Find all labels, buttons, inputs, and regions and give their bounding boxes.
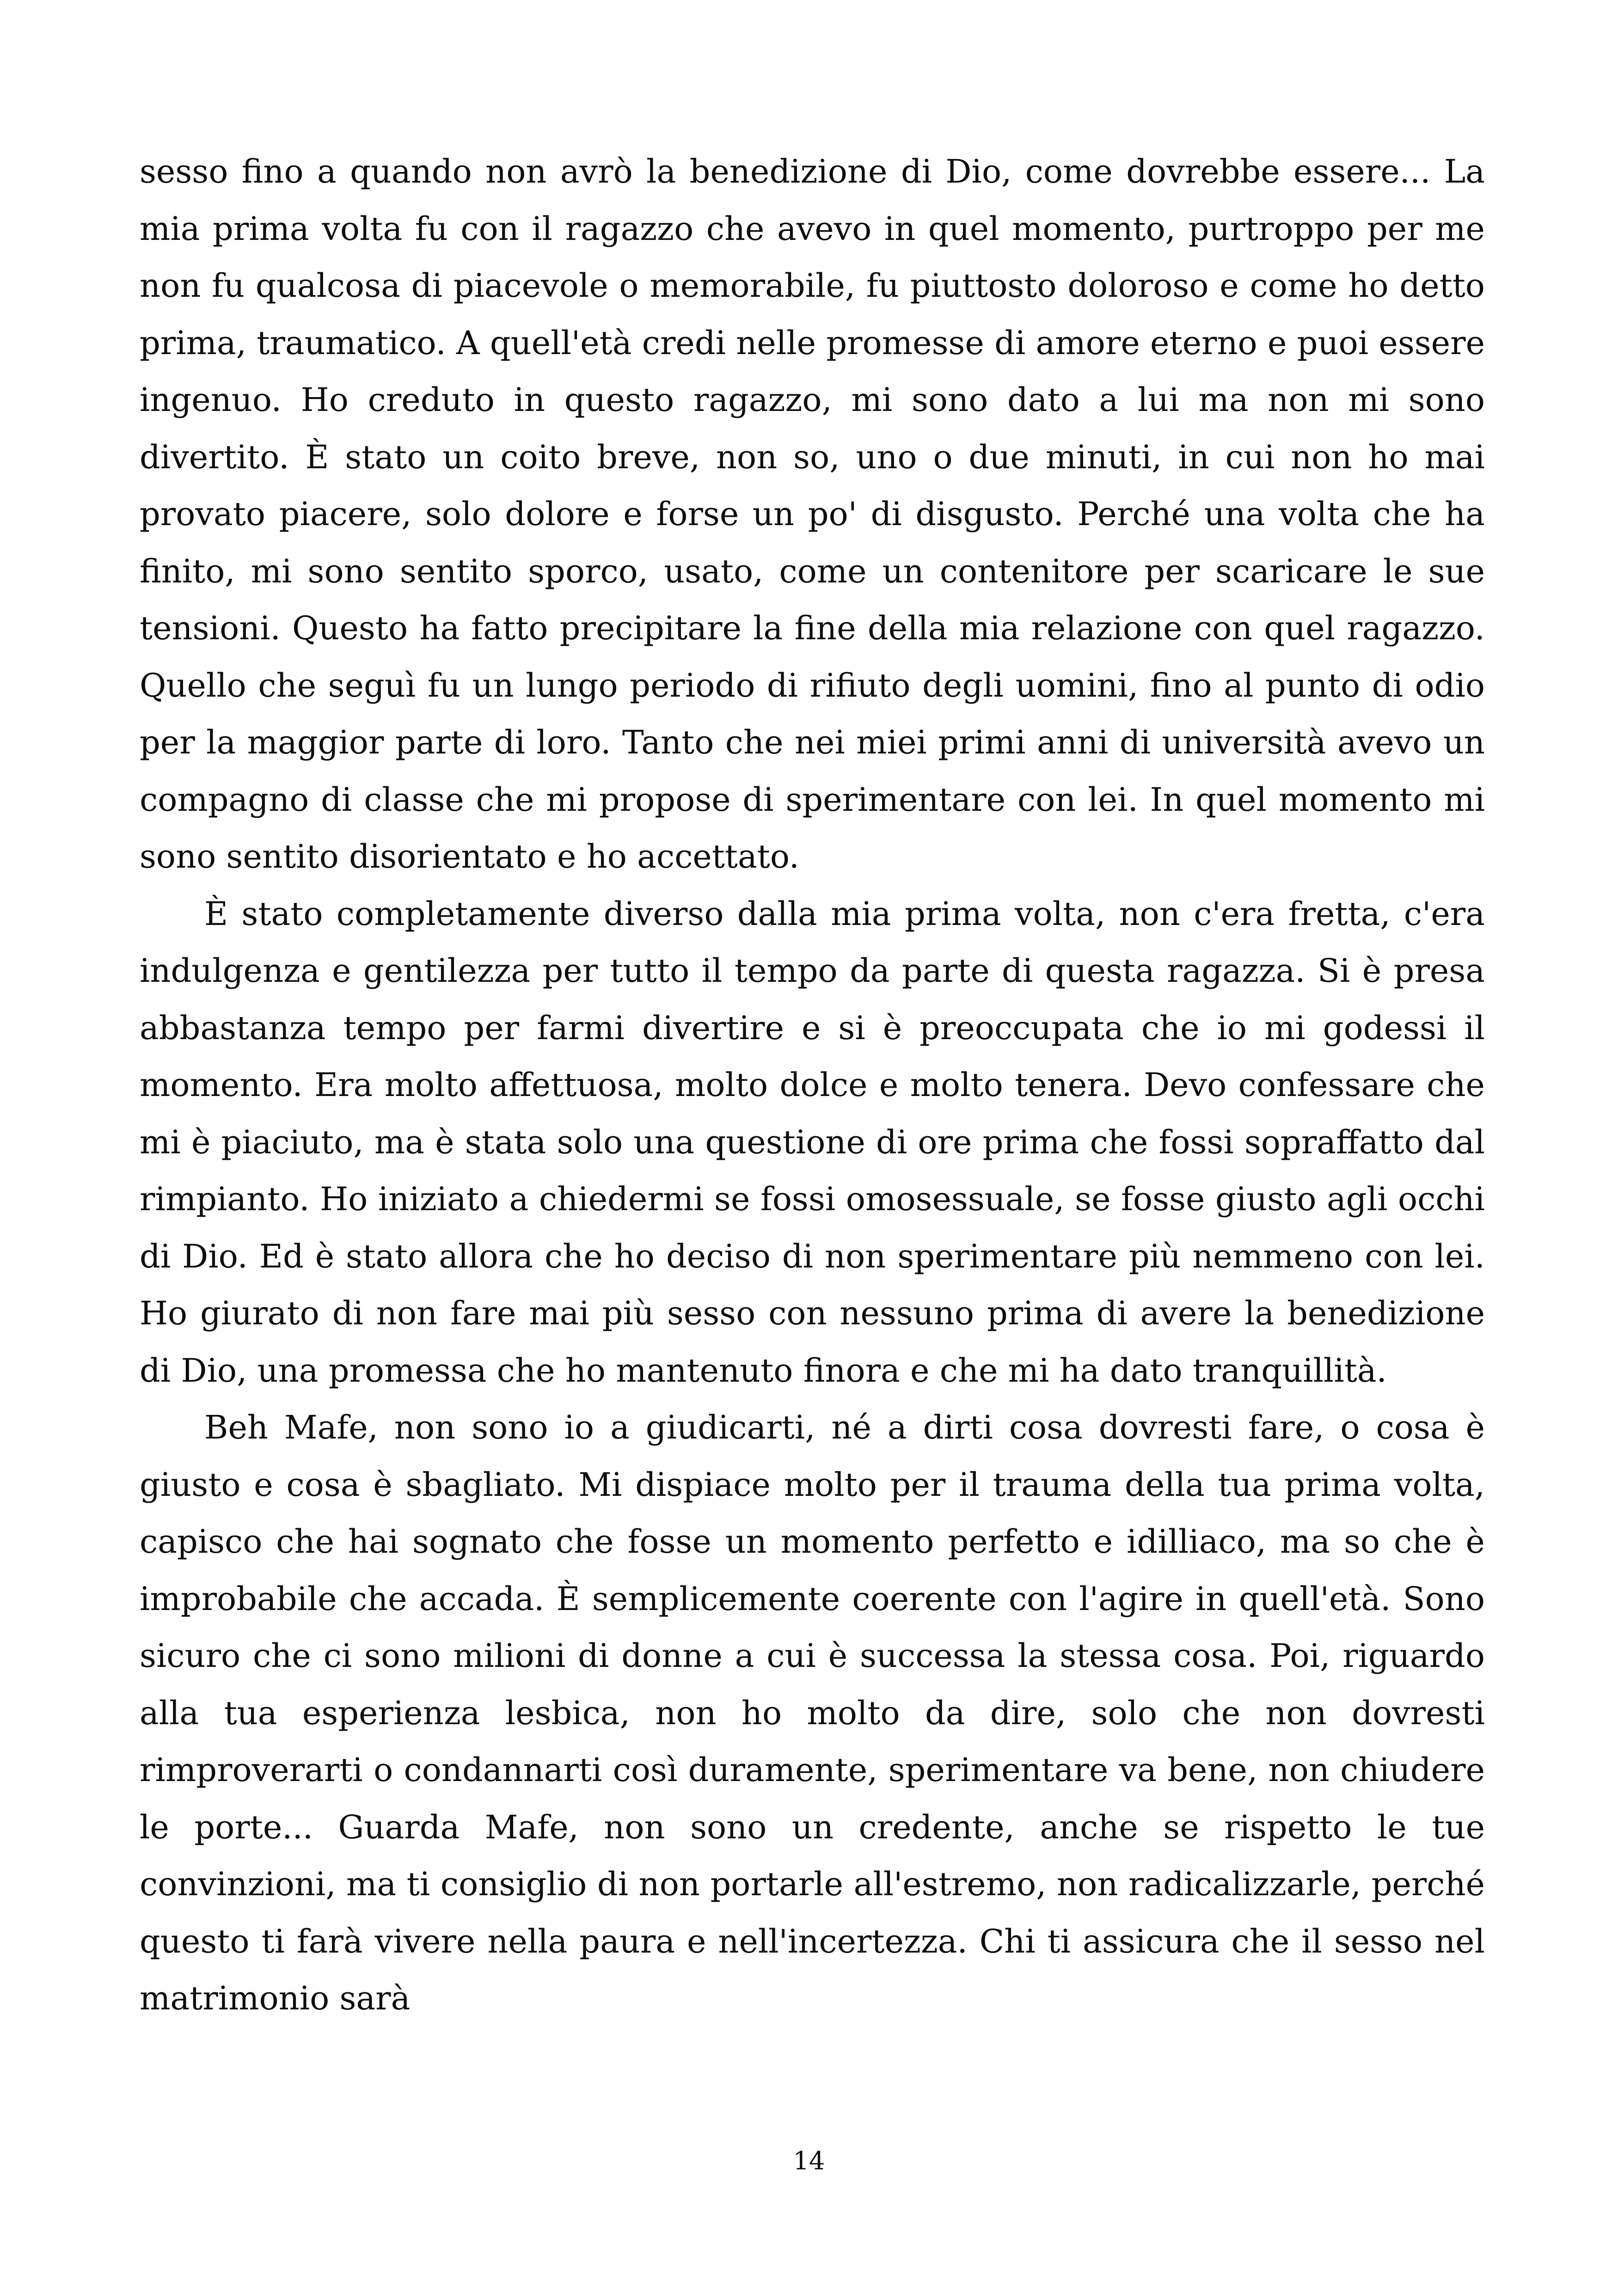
page-number: 14 — [793, 2146, 825, 2175]
paragraph-continued: sesso fino a quando non avrò la benedizione di Dio, come dovrebbe essere... La mia prima volta fu con il ragazzo che avevo in quel momento, purtroppo per me non fu qualcosa di piacevole o memorabile, fu piuttosto doloroso e come ho detto prima, traumatico. A quell'età credi nelle promesse di amore eterno e puoi essere ingenuo. Ho creduto in questo ragazzo, mi sono dato a lui ma non mi sono divertito. È stato un coito breve, non so, uno o due minuti, in cui non ho mai provato piacere, solo dolore e forse un po' di disgusto. Perché una volta che ha finito, mi sono sentito sporco, usato, come un contenitore per scaricare le sue tensioni. Questo ha fatto precipitare la fine della mia relazione con quel ragazzo. Quello che seguì fu un lungo periodo di rifiuto degli uomini, fino al punto di odio per la maggior parte di loro. Tanto che nei miei primi anni di università avevo un compagno di classe che mi propose di sperimentare con lei. In quel momento mi sono sentito disorientato e ho accettato. — [140, 153, 1485, 876]
paragraph: È stato completamente diverso dalla mia prima volta, non c'era fretta, c'era indulgenza e gentilezza per tutto il tempo da parte di questa ragazza. Si è presa abbastanza tempo per farmi divertire e si è preoccupata che io mi godessi il momento. Era molto affettuosa, molto dolce e molto tenera. Devo confessare che mi è piaciuto, ma è stata solo una questione di ore prima che fossi sopraffatto dal rimpianto. Ho iniziato a chiedermi se fossi omosessuale, se fosse giusto agli occhi di Dio. Ed è stato allora che ho deciso di non sperimentare più nemmeno con lei. Ho giurato di non fare mai più sesso con nessuno prima di avere la benedizione di Dio, una promessa che ho mantenuto finora e che mi ha dato tranquillità. — [140, 894, 1485, 1390]
paragraph: Beh Mafe, non sono io a giudicarti, né a dirti cosa dovresti fare, o cosa è giusto e cosa è sbagliato. Mi dispiace molto per il trauma della tua prima volta, capisco che hai sognato che fosse un momento perfetto e idilliaco, ma so che è improbabile che accada. È semplicemente coerente con l'agire in quell'età. Sono sicuro che ci sono milioni di donne a cui è successa la stessa cosa. Poi, riguardo alla tua esperienza lesbica, non ho molto da dire, solo che non dovresti rimproverarti o condannarti così duramente, sperimentare va bene, non chiudere le porte... Guarda Mafe, non sono un credente, anche se rispetto le tue convinzioni, ma ti consiglio di non portarle all'estremo, non radicalizzarle, perché questo ti farà vivere nella paura e nell'incertezza. Chi ti assicura che il sesso nel matrimonio sarà — [140, 1408, 1485, 2017]
body-text — [140, 143, 1485, 2027]
